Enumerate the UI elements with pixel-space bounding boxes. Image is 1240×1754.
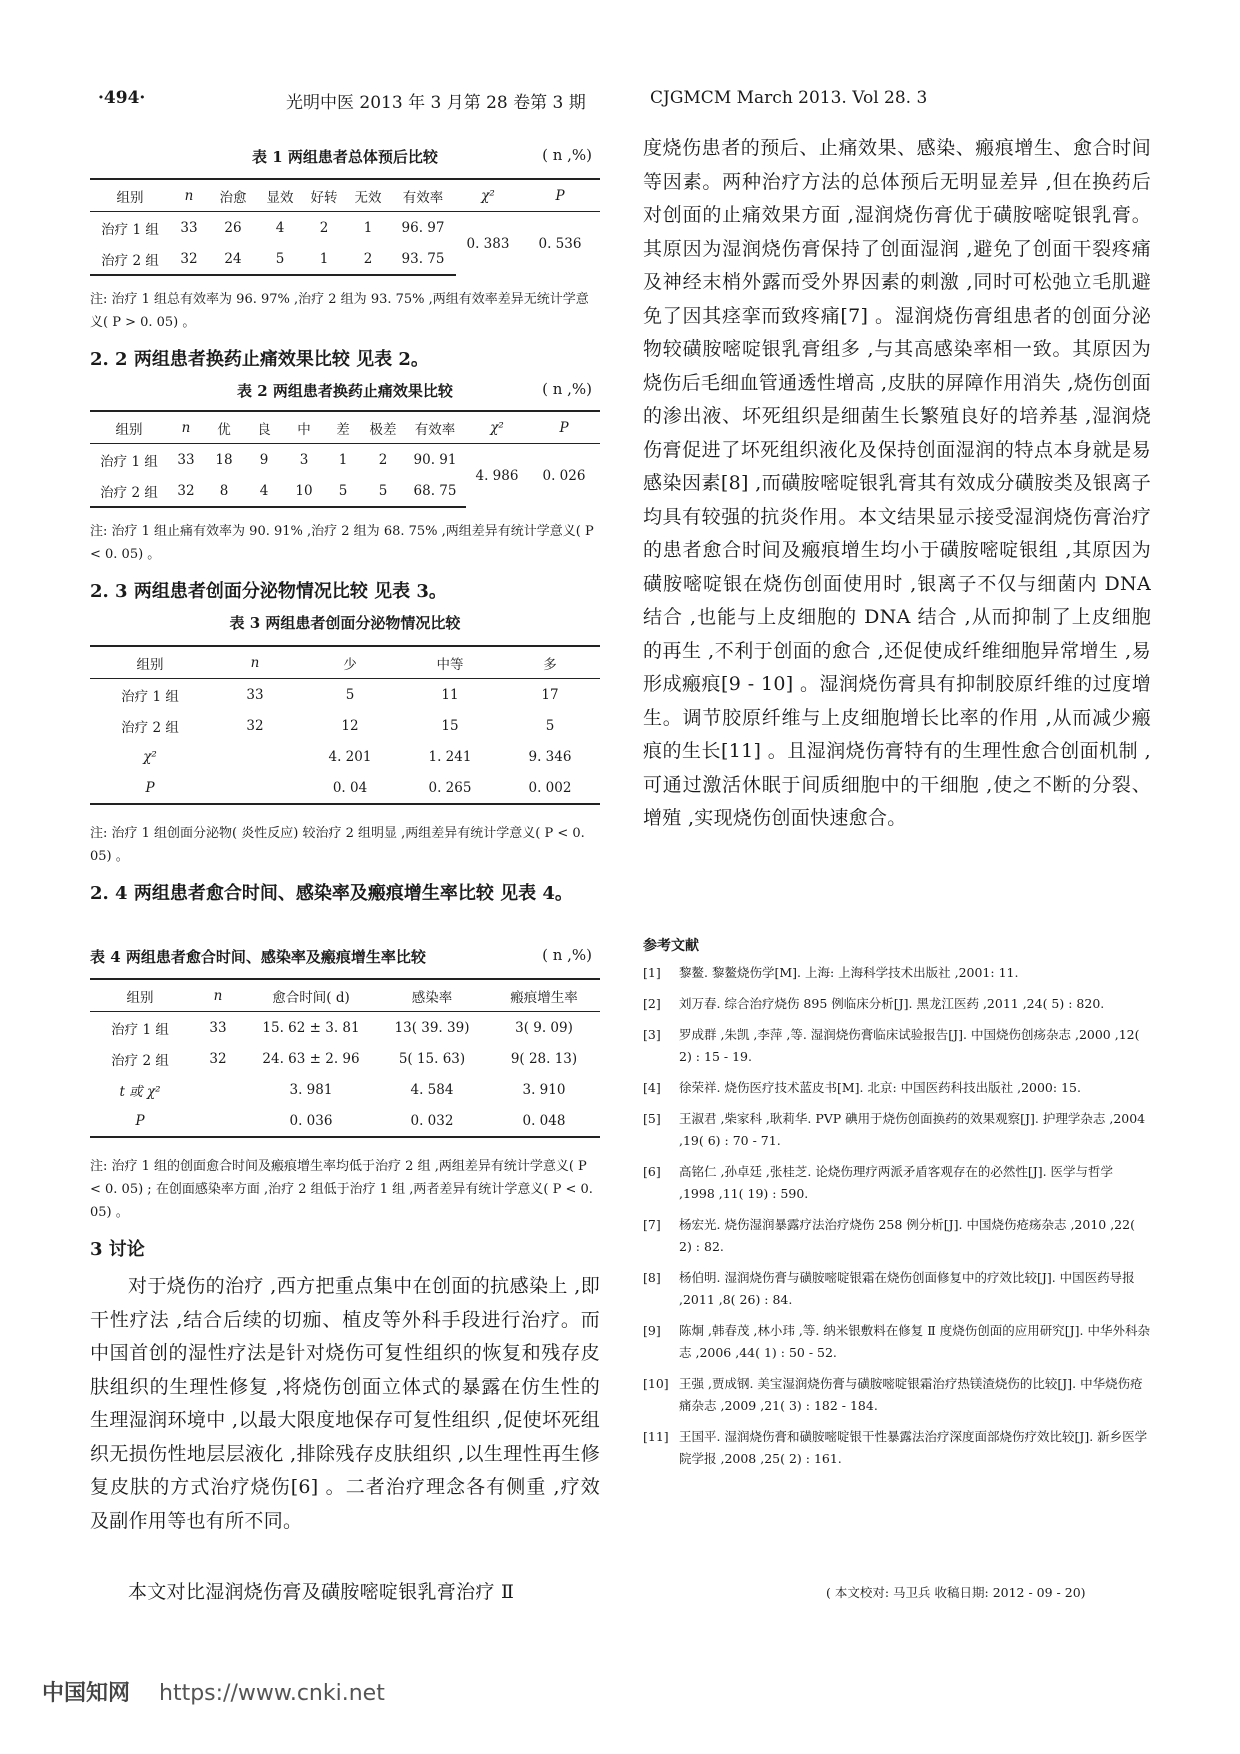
section-heading-2-2: 2. 2 两组患者换药止痛效果比较 见表 2。 bbox=[90, 349, 429, 370]
table-row bbox=[90, 212, 600, 244]
col-header: 中等 bbox=[400, 646, 500, 679]
col-header: 无效 bbox=[346, 179, 390, 212]
col-header: 良 bbox=[244, 411, 284, 444]
discussion-paragraph-2: 本文对比湿润烧伤膏及磺胺嘧啶银乳膏治疗 Ⅱ bbox=[128, 1581, 515, 1603]
table-cell: 1. 241 bbox=[428, 748, 472, 765]
table-cell: 1 bbox=[363, 219, 373, 236]
col-header: 组别 bbox=[90, 411, 168, 444]
table3-note: 注: 治疗 1 组创面分泌物( 炎性反应) 较治疗 2 组明显 ,两组差异有统计学意义( P < 0. 05) 。 bbox=[90, 826, 585, 864]
table-cell: 0. 265 bbox=[400, 772, 500, 804]
table-cell bbox=[190, 1105, 246, 1137]
table-header-row bbox=[90, 979, 600, 1012]
table-cell-chi2: 4. 986 bbox=[475, 467, 519, 484]
table-cell: 93. 75 bbox=[390, 243, 456, 275]
table-cell: 33 bbox=[246, 686, 264, 703]
col-header: 组别 bbox=[90, 979, 190, 1012]
table-cell: 5( 15. 63) bbox=[398, 1050, 466, 1067]
table-cell bbox=[210, 741, 300, 772]
table-cell: 18 bbox=[215, 451, 233, 468]
col-header: n bbox=[170, 179, 208, 212]
table-cell: 32 bbox=[209, 1050, 227, 1067]
table-cell: 11 bbox=[441, 686, 459, 703]
table1-grid bbox=[90, 178, 600, 276]
references-heading: 参考文献 bbox=[643, 938, 699, 954]
reference-item bbox=[643, 1267, 1151, 1311]
col-header: 少 bbox=[300, 646, 400, 679]
table-cell: 1 bbox=[338, 451, 348, 468]
table-cell: 0. 032 bbox=[376, 1105, 488, 1137]
table-cell: 32 bbox=[246, 717, 264, 734]
col-header: 感染率 bbox=[376, 979, 488, 1012]
col-header: χ² bbox=[466, 411, 528, 444]
table-cell: 3 bbox=[299, 451, 309, 468]
table-cell: 9( 28. 13) bbox=[510, 1050, 578, 1067]
reference-text: 刘万春. 综合治疗烧伤 895 例临床分析[J]. 黑龙江医药 ,2011 ,24( 5) : 820. bbox=[679, 996, 1105, 1011]
table-header-row bbox=[90, 646, 600, 679]
section-heading-2-4: 2. 4 两组患者愈合时间、感染率及瘢痕增生率比较 见表 4。 bbox=[90, 883, 573, 904]
cnki-logo-text: 中国知网 bbox=[42, 1681, 131, 1706]
section-heading-3: 3 讨论 bbox=[90, 1239, 145, 1260]
reference-number: [9] bbox=[643, 1323, 661, 1338]
reference-item bbox=[643, 962, 1151, 984]
table1 bbox=[90, 178, 600, 276]
reference-item bbox=[643, 993, 1151, 1015]
col-header: 极差 bbox=[362, 411, 404, 444]
table3-caption bbox=[90, 612, 600, 636]
col-header: 好转 bbox=[302, 179, 346, 212]
reference-item bbox=[643, 1077, 1151, 1099]
reference-text: 罗成群 ,朱凯 ,李萍 ,等. 湿润烧伤膏临床试验报告[J]. 中国烧伤创疡杂志 ,2000 ,12( 2) : 15 - 19. bbox=[679, 1027, 1140, 1064]
table-cell: 3( 9. 09) bbox=[515, 1019, 573, 1036]
table-cell: 2 bbox=[319, 219, 329, 236]
reference-number: [7] bbox=[643, 1217, 661, 1232]
table-cell: 治疗 2 组 bbox=[111, 1052, 169, 1069]
table-cell: 10 bbox=[284, 475, 324, 507]
reference-text: 王强 ,贾成钢. 美宝湿润烧伤膏与磺胺嘧啶银霜治疗热镁渣烧伤的比较[J]. 中华烧伤疮痛杂志 ,2009 ,21( 3) : 182 - 184. bbox=[679, 1376, 1143, 1413]
table-cell: 治疗 1 组 bbox=[100, 453, 158, 470]
table-cell: 33 bbox=[177, 451, 195, 468]
table3 bbox=[90, 645, 600, 805]
table-cell: 5 bbox=[324, 475, 362, 507]
table-cell-p: 0. 026 bbox=[542, 467, 586, 484]
references-list bbox=[643, 962, 1151, 1479]
table-cell: 4. 201 bbox=[328, 748, 372, 765]
table-row bbox=[90, 772, 600, 804]
table4 bbox=[90, 978, 600, 1138]
table2-title: 表 2 两组患者换药止痛效果比较 bbox=[237, 382, 453, 400]
table-cell-chi2: 0. 383 bbox=[466, 235, 510, 252]
table-row bbox=[90, 1043, 600, 1074]
table-cell: 4. 584 bbox=[410, 1081, 454, 1098]
col-header: 愈合时间( d) bbox=[246, 979, 376, 1012]
table-cell: 3. 981 bbox=[289, 1081, 333, 1098]
journal-title-en: CJGMCM March 2013. Vol 28. 3 bbox=[650, 88, 928, 108]
reference-item bbox=[643, 1373, 1151, 1417]
reference-item bbox=[643, 1214, 1151, 1258]
table-cell: 5 bbox=[545, 717, 555, 734]
table-cell: 4 bbox=[275, 219, 285, 236]
table-cell bbox=[190, 1074, 246, 1105]
table1-unit: ( n ,%) bbox=[542, 146, 592, 164]
col-header: 治愈 bbox=[208, 179, 258, 212]
table-row bbox=[90, 1105, 600, 1137]
table-row bbox=[90, 710, 600, 741]
page-number: ·494· bbox=[98, 88, 146, 108]
cnki-watermark bbox=[42, 1676, 385, 1707]
table-cell: 0. 04 bbox=[300, 772, 400, 804]
table-cell: χ² bbox=[143, 748, 157, 765]
table-header-row bbox=[90, 179, 600, 212]
table-cell: 15 bbox=[441, 717, 459, 734]
table-cell: t 或 χ² bbox=[119, 1083, 161, 1100]
table-cell: 3. 910 bbox=[522, 1081, 566, 1098]
table-cell: P bbox=[90, 772, 210, 804]
table-cell: 治疗 1 组 bbox=[121, 688, 179, 705]
col-header: χ² bbox=[456, 179, 520, 212]
table-cell: 0. 002 bbox=[500, 772, 600, 804]
table-cell: 2 bbox=[378, 451, 388, 468]
table-cell-p: 0. 536 bbox=[538, 235, 582, 252]
col-header: n bbox=[210, 646, 300, 679]
table4-unit: ( n ,%) bbox=[542, 946, 592, 964]
table-cell: 24 bbox=[208, 243, 258, 275]
reference-item bbox=[643, 1108, 1151, 1152]
reference-text: 陈炯 ,韩春茂 ,林小玮 ,等. 纳米银敷料在修复 Ⅱ 度烧伤创面的应用研究[J]. 中华外科杂志 ,2006 ,44( 1) : 50 - 52. bbox=[679, 1323, 1150, 1360]
table-cell: 1 bbox=[302, 243, 346, 275]
reference-text: 徐荣祥. 烧伤医疗技术蓝皮书[M]. 北京: 中国医药科技出版社 ,2000: 15. bbox=[679, 1080, 1081, 1095]
table-cell: 33 bbox=[180, 219, 198, 236]
col-header: 优 bbox=[204, 411, 244, 444]
table-cell: 5 bbox=[345, 686, 355, 703]
col-header: 瘢痕增生率 bbox=[488, 979, 600, 1012]
reference-number: [1] bbox=[643, 965, 661, 980]
table-row bbox=[90, 741, 600, 772]
reference-item bbox=[643, 1426, 1151, 1470]
table3-grid bbox=[90, 645, 600, 805]
col-header: 差 bbox=[324, 411, 362, 444]
table-row bbox=[90, 1074, 600, 1105]
table-cell: 26 bbox=[224, 219, 242, 236]
col-header: 组别 bbox=[90, 179, 170, 212]
reference-text: 杨宏光. 烧伤湿润暴露疗法治疗烧伤 258 例分析[J]. 中国烧伤疮疡杂志 ,2010 ,22( 2) : 82. bbox=[679, 1217, 1135, 1254]
col-header: n bbox=[190, 979, 246, 1012]
cnki-url: https://www.cnki.net bbox=[159, 1681, 385, 1706]
reference-item bbox=[643, 1024, 1151, 1068]
reference-text: 黎鳌. 黎鳌烧伤学[M]. 上海: 上海科学技术出版社 ,2001: 11. bbox=[679, 965, 1019, 980]
table-cell: 13( 39. 39) bbox=[394, 1019, 470, 1036]
reference-number: [8] bbox=[643, 1270, 661, 1285]
table-cell: 治疗 2 组 bbox=[90, 475, 168, 507]
table-cell: 2 bbox=[346, 243, 390, 275]
reference-item bbox=[643, 1161, 1151, 1205]
col-header: 组别 bbox=[90, 646, 210, 679]
table4-grid bbox=[90, 978, 600, 1138]
table-cell: 0. 048 bbox=[488, 1105, 600, 1137]
table2-caption bbox=[90, 380, 600, 404]
table-cell: 32 bbox=[170, 243, 208, 275]
table2 bbox=[90, 410, 600, 508]
table-cell: 90. 91 bbox=[413, 451, 457, 468]
table1-title: 表 1 两组患者总体预后比较 bbox=[252, 148, 438, 166]
reference-number: [6] bbox=[643, 1164, 661, 1179]
table1-caption bbox=[90, 146, 600, 170]
table3-title: 表 3 两组患者创面分泌物情况比较 bbox=[229, 614, 461, 632]
table-cell: 33 bbox=[209, 1019, 227, 1036]
col-header: 有效率 bbox=[404, 411, 466, 444]
table-cell: 5 bbox=[362, 475, 404, 507]
proofreader-note: ( 本文校对: 马卫兵 收稿日期: 2012 - 09 - 20) bbox=[826, 1585, 1086, 1600]
table4-note: 注: 治疗 1 组的创面愈合时间及瘢痕增生率均低于治疗 2 组 ,两组差异有统计学意义( P < 0. 05) ; 在创面感染率方面 ,治疗 2 组低于治疗 1 组 ,两者差异有统计学意义( P < 0. 05) 。 bbox=[90, 1159, 593, 1220]
col-header: n bbox=[168, 411, 204, 444]
table-header-row bbox=[90, 411, 600, 444]
table-cell: 9. 346 bbox=[528, 748, 572, 765]
table-cell bbox=[210, 772, 300, 804]
col-header: 显效 bbox=[258, 179, 302, 212]
table2-unit: ( n ,%) bbox=[542, 380, 592, 398]
table4-caption bbox=[90, 946, 600, 970]
table2-note: 注: 治疗 1 组止痛有效率为 90. 91% ,治疗 2 组为 68. 75% ,两组差异有统计学意义( P < 0. 05) 。 bbox=[90, 524, 594, 562]
col-header: 多 bbox=[500, 646, 600, 679]
table-row bbox=[90, 444, 600, 476]
col-header: P bbox=[528, 411, 600, 444]
table-row bbox=[90, 679, 600, 711]
table-cell: 68. 75 bbox=[404, 475, 466, 507]
table-cell: 24. 63 ± 2. 96 bbox=[262, 1050, 360, 1067]
table-cell: 治疗 1 组 bbox=[101, 221, 159, 238]
reference-text: 王淑君 ,柴家科 ,耿莉华. PVP 碘用于烧伤创面换药的效果观察[J]. 护理学杂志 ,2004 ,19( 6) : 70 - 71. bbox=[679, 1111, 1146, 1148]
table-cell: 15. 62 ± 3. 81 bbox=[262, 1019, 360, 1036]
col-header: 有效率 bbox=[390, 179, 456, 212]
reference-text: 高铭仁 ,孙卓廷 ,张桂芝. 论烧伤理疗两派矛盾客观存在的必然性[J]. 医学与哲学 ,1998 ,11( 19) : 590. bbox=[679, 1164, 1114, 1201]
table-cell: 8 bbox=[204, 475, 244, 507]
discussion-paragraph-1: 对于烧伤的治疗 ,西方把重点集中在创面的抗感染上 ,即干性疗法 ,结合后续的切痂、植皮等外科手段进行治疗。而中国首创的湿性疗法是针对烧伤可复性组织的恢复和残存皮肤组织的生理性修复 ,将烧伤创面立体式的暴露在仿生性的生理湿润环境中 ,以最大限度地保存可复性组织 ,促使坏死组织无损伤性地层层液化 ,排除残存皮肤组织 ,以生理性再生修复皮肤的方式治疗烧伤[6] 。二者治疗理念各有侧重 ,疗效及副作用等也有所不同。 bbox=[90, 1275, 600, 1532]
table4-title: 表 4 两组患者愈合时间、感染率及瘢痕增生率比较 bbox=[90, 948, 426, 966]
table-cell: 治疗 2 组 bbox=[121, 719, 179, 736]
table-cell: 32 bbox=[168, 475, 204, 507]
reference-number: [11] bbox=[643, 1429, 669, 1444]
reference-number: [10] bbox=[643, 1376, 669, 1391]
table-cell: P bbox=[90, 1105, 190, 1137]
table-cell: 12 bbox=[341, 717, 359, 734]
reference-number: [2] bbox=[643, 996, 661, 1011]
table-cell: 0. 036 bbox=[246, 1105, 376, 1137]
col-header: 中 bbox=[284, 411, 324, 444]
reference-text: 王国平. 湿润烧伤膏和磺胺嘧啶银干性暴露法治疗深度面部烧伤疗效比较[J]. 新乡医学院学报 ,2008 ,25( 2) : 161. bbox=[679, 1429, 1148, 1466]
reference-text: 杨伯明. 湿润烧伤膏与磺胺嘧啶银霜在烧伤创面修复中的疗效比较[J]. 中国医药导报 ,2011 ,8( 26) : 84. bbox=[679, 1270, 1135, 1307]
reference-item bbox=[643, 1320, 1151, 1364]
col-header: P bbox=[520, 179, 600, 212]
table-row bbox=[90, 1012, 600, 1044]
reference-number: [3] bbox=[643, 1027, 661, 1042]
reference-number: [4] bbox=[643, 1080, 661, 1095]
table-cell: 治疗 2 组 bbox=[90, 243, 170, 275]
table-cell: 4 bbox=[244, 475, 284, 507]
journal-title: 光明中医 2013 年 3 月第 28 卷第 3 期 bbox=[286, 93, 586, 113]
discussion-paragraph-2-continued: 度烧伤患者的预后、止痛效果、感染、瘢痕增生、愈合时间等因素。两种治疗方法的总体预后无明显差异 ,但在换药后对创面的止痛效果方面 ,湿润烧伤膏优于磺胺嘧啶银乳膏。其原因为湿润烧伤膏保持了创面湿润 ,避免了创面干裂疼痛及神经末梢外露而受外界因素的刺激 ,同时可松弛立毛肌避免了因其痉挛而致疼痛[7] 。湿润烧伤膏组患者的创面分泌物较磺胺嘧啶银乳膏组多 ,与其高感染率相一致。其原因为烧伤后毛细血管通透性增高 ,皮肤的屏障作用消失 ,烧伤创面的渗出液、坏死组织是细菌生长繁殖良好的培养基 ,湿润烧伤膏促进了坏死组织液化及保持创面湿润的特点本身就是易感染因素[8] ,而磺胺嘧啶银乳膏其有效成分磺胺类及银离子均具有较强的抗炎作用。本文结果显示接受湿润烧伤膏治疗的患者愈合时间及瘢痕增生均小于磺胺嘧啶银组 ,其原因为磺胺嘧啶银在烧伤创面使用时 ,银离子不仅与细菌内 DNA 结合 ,也能与上皮细胞的 DNA 结合 ,从而抑制了上皮细胞的再生 ,不利于创面的愈合 ,还促使成纤维细胞异常增生 ,易形成瘢痕[9 - 10] 。湿润烧伤膏具有抑制胶原纤维的过度增生。调节胶原纤维与上皮细胞增长比率的作用 ,从而减少瘢痕的生长[11] 。且湿润烧伤膏特有的生理性愈合创面机制 ,可通过激活休眠于间质细胞中的干细胞 ,使之不断的分裂、增殖 ,实现烧伤创面快速愈合。 bbox=[643, 137, 1151, 829]
reference-number: [5] bbox=[643, 1111, 661, 1126]
section-heading-2-3: 2. 3 两组患者创面分泌物情况比较 见表 3。 bbox=[90, 581, 447, 602]
table-cell: 治疗 1 组 bbox=[111, 1021, 169, 1038]
table1-note: 注: 治疗 1 组总有效率为 96. 97% ,治疗 2 组为 93. 75% ,两组有效率差异无统计学意义( P > 0. 05) 。 bbox=[90, 292, 589, 330]
table-cell: 17 bbox=[541, 686, 559, 703]
table-cell: 96. 97 bbox=[401, 219, 445, 236]
table-cell: 5 bbox=[258, 243, 302, 275]
running-header bbox=[98, 88, 938, 116]
table-cell: 9 bbox=[259, 451, 269, 468]
table2-grid bbox=[90, 410, 600, 508]
